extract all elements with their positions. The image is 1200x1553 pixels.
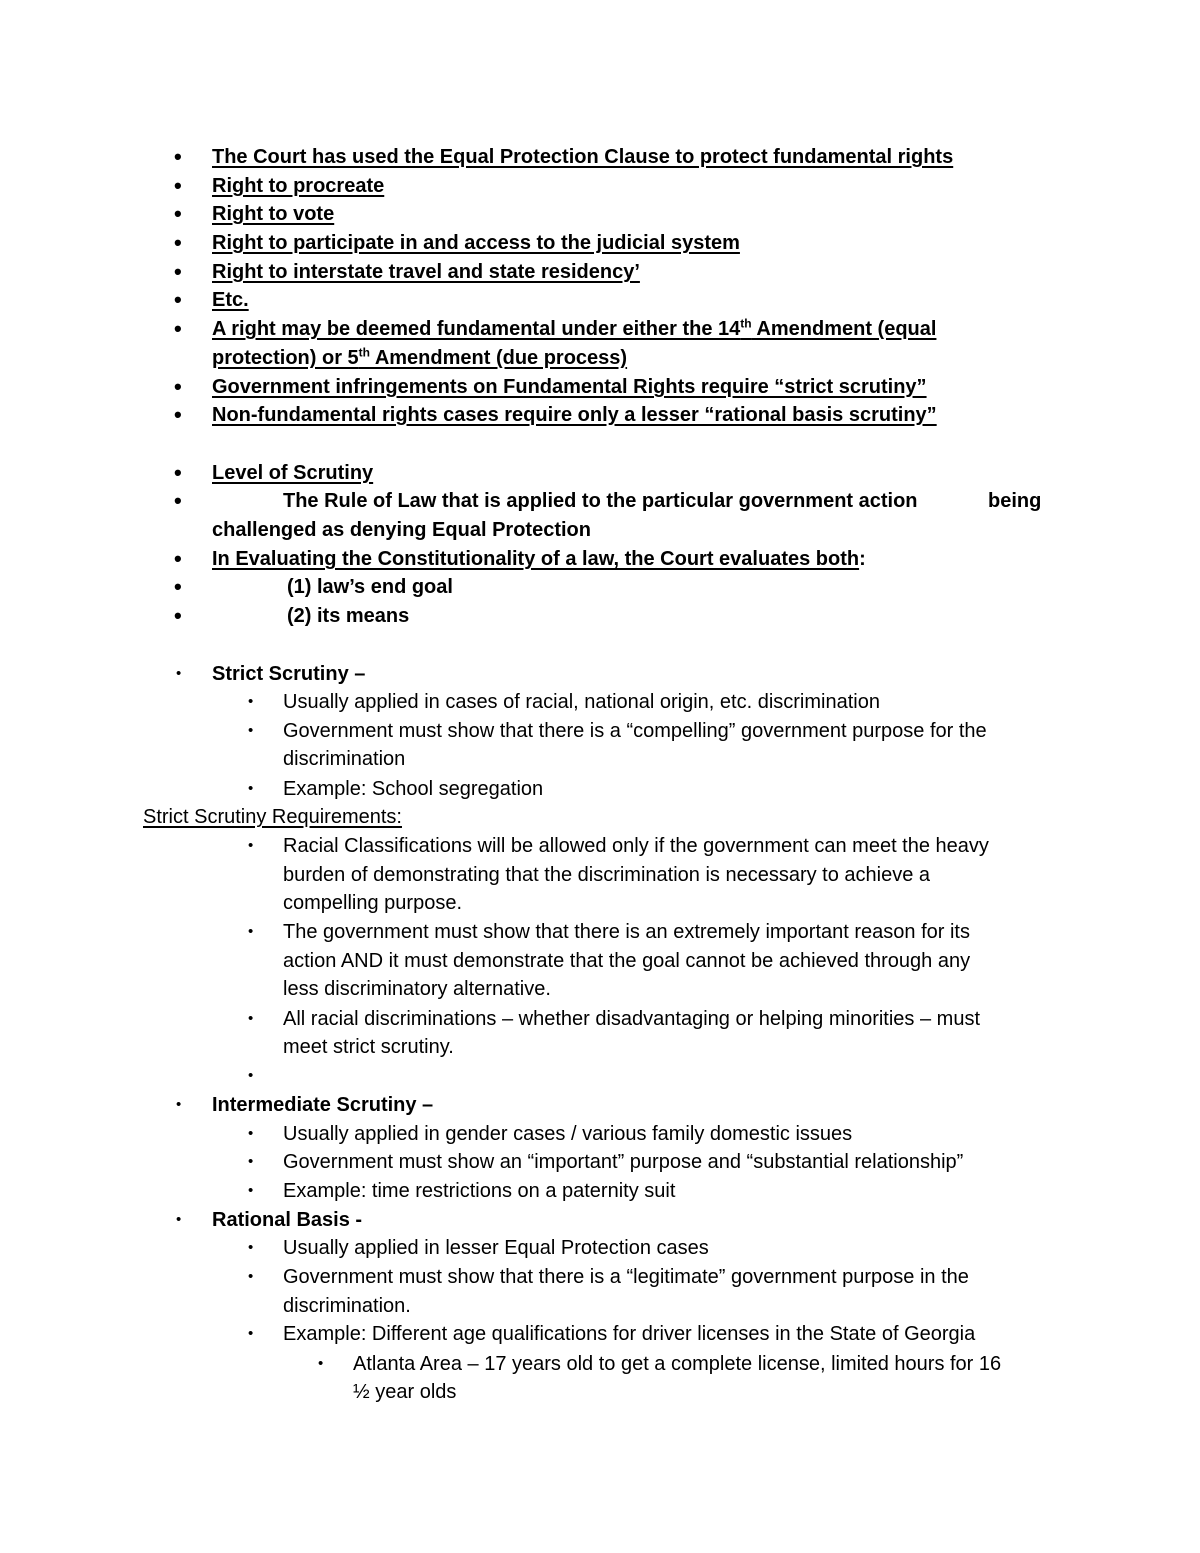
- list-item-text: ½ year olds: [353, 1381, 457, 1403]
- section-heading: Level of Scrutiny: [212, 462, 374, 484]
- list-item-text: Government must show that there is a “compelling” government purpose for the: [283, 720, 987, 742]
- bullet: •: [248, 1325, 254, 1342]
- section-heading: Strict Scrutiny –: [212, 663, 366, 685]
- list-item-text: compelling purpose.: [283, 892, 462, 914]
- section-heading: Intermediate Scrutiny –: [212, 1094, 434, 1116]
- list-item-text: Usually applied in cases of racial, national origin, etc. discrimination: [283, 691, 880, 713]
- bullet: •: [174, 144, 182, 169]
- list-item-text: less discriminatory alternative.: [283, 978, 551, 1000]
- bullet: •: [248, 1268, 254, 1285]
- bullet: •: [248, 923, 254, 940]
- bullet: •: [174, 173, 182, 198]
- list-item-text: Racial Classifications will be allowed only if the government can meet the heavy: [283, 835, 989, 857]
- bullet: •: [248, 1153, 254, 1170]
- bullet: •: [248, 1010, 254, 1027]
- list-item-text: action AND it must demonstrate that the goal cannot be achieved through any: [283, 950, 971, 972]
- list-item-text: meet strict scrutiny.: [283, 1036, 454, 1058]
- list-item-text: Government infringements on Fundamental Rights require “strict scrutiny”: [212, 376, 927, 398]
- list-item-text: The government must show that there is an extremely important reason for its: [283, 921, 970, 943]
- list-item-text: protection) or 5th Amendment (due process): [212, 345, 628, 369]
- list-item-text: Example: Different age qualifications for driver licenses in the State of Georgia: [283, 1323, 976, 1345]
- requirements-heading: Strict Scrutiny Requirements:: [143, 806, 402, 828]
- list-item-text: Right to interstate travel and state residency’: [212, 261, 640, 283]
- bullet: •: [174, 603, 182, 628]
- list-item-text: Example: School segregation: [283, 778, 544, 800]
- list-item-text: Atlanta Area – 17 years old to get a complete license, limited hours for 16: [353, 1353, 1002, 1375]
- list-item-text: Government must show an “important” purpose and “substantial relationship”: [283, 1151, 964, 1173]
- list-item-text: Government must show that there is a “legitimate” government purpose in the: [283, 1266, 969, 1288]
- list-item-text: (1) law’s end goal: [287, 576, 453, 598]
- list-item-text: Non-fundamental rights cases require only a lesser “rational basis scrutiny”: [212, 404, 937, 426]
- bullet: •: [174, 460, 182, 485]
- list-item-text: burden of demonstrating that the discrimination is necessary to achieve a: [283, 864, 931, 886]
- bullet: •: [248, 722, 254, 739]
- bullet: •: [174, 287, 182, 312]
- bullet: •: [174, 488, 182, 513]
- list-item-text: (2) its means: [287, 605, 410, 627]
- list-item-text: being: [988, 490, 1042, 512]
- bullet: •: [248, 1239, 254, 1256]
- list-item-text: Etc.: [212, 289, 249, 311]
- list-item-text: challenged as denying Equal Protection: [212, 519, 591, 541]
- list-item-text: discrimination: [283, 748, 406, 770]
- list-item-text: Right to vote: [212, 203, 335, 225]
- list-item-text: In Evaluating the Constitutionality of a law, the Court evaluates both:: [212, 548, 866, 570]
- bullet: •: [176, 1096, 182, 1113]
- list-item-text: discrimination.: [283, 1295, 411, 1317]
- bullet: •: [174, 546, 182, 571]
- bullet: •: [248, 1182, 254, 1199]
- bullet: •: [248, 780, 254, 797]
- bullet: •: [248, 693, 254, 710]
- list-item-text: Right to participate in and access to the judicial system: [212, 232, 740, 254]
- list-item-text: The Court has used the Equal Protection Clause to protect fundamental rights: [212, 146, 954, 168]
- list-item-text: Example: time restrictions on a paternity suit: [283, 1180, 676, 1202]
- bullet: •: [176, 1211, 182, 1228]
- list-item-text: Usually applied in lesser Equal Protection cases: [283, 1237, 709, 1259]
- list-item-text: The Rule of Law that is applied to the particular government action: [283, 490, 918, 512]
- section-heading: Rational Basis -: [212, 1209, 363, 1231]
- bullet: •: [248, 1067, 254, 1084]
- bullet: •: [174, 230, 182, 255]
- list-item-text: All racial discriminations – whether disadvantaging or helping minorities – must: [283, 1008, 981, 1030]
- list-item-text: Right to procreate: [212, 175, 385, 197]
- bullet: •: [174, 574, 182, 599]
- bullet: •: [174, 316, 182, 341]
- bullet: •: [174, 374, 182, 399]
- bullet: •: [318, 1355, 324, 1372]
- bullet: •: [174, 259, 182, 284]
- bullet: •: [248, 837, 254, 854]
- bullet: •: [176, 665, 182, 682]
- list-item-text: A right may be deemed fundamental under either the 14th Amendment (equal: [212, 316, 937, 340]
- bullet: •: [248, 1125, 254, 1142]
- bullet: •: [174, 402, 182, 427]
- bullet: •: [174, 201, 182, 226]
- list-item-text: Usually applied in gender cases / various family domestic issues: [283, 1123, 853, 1145]
